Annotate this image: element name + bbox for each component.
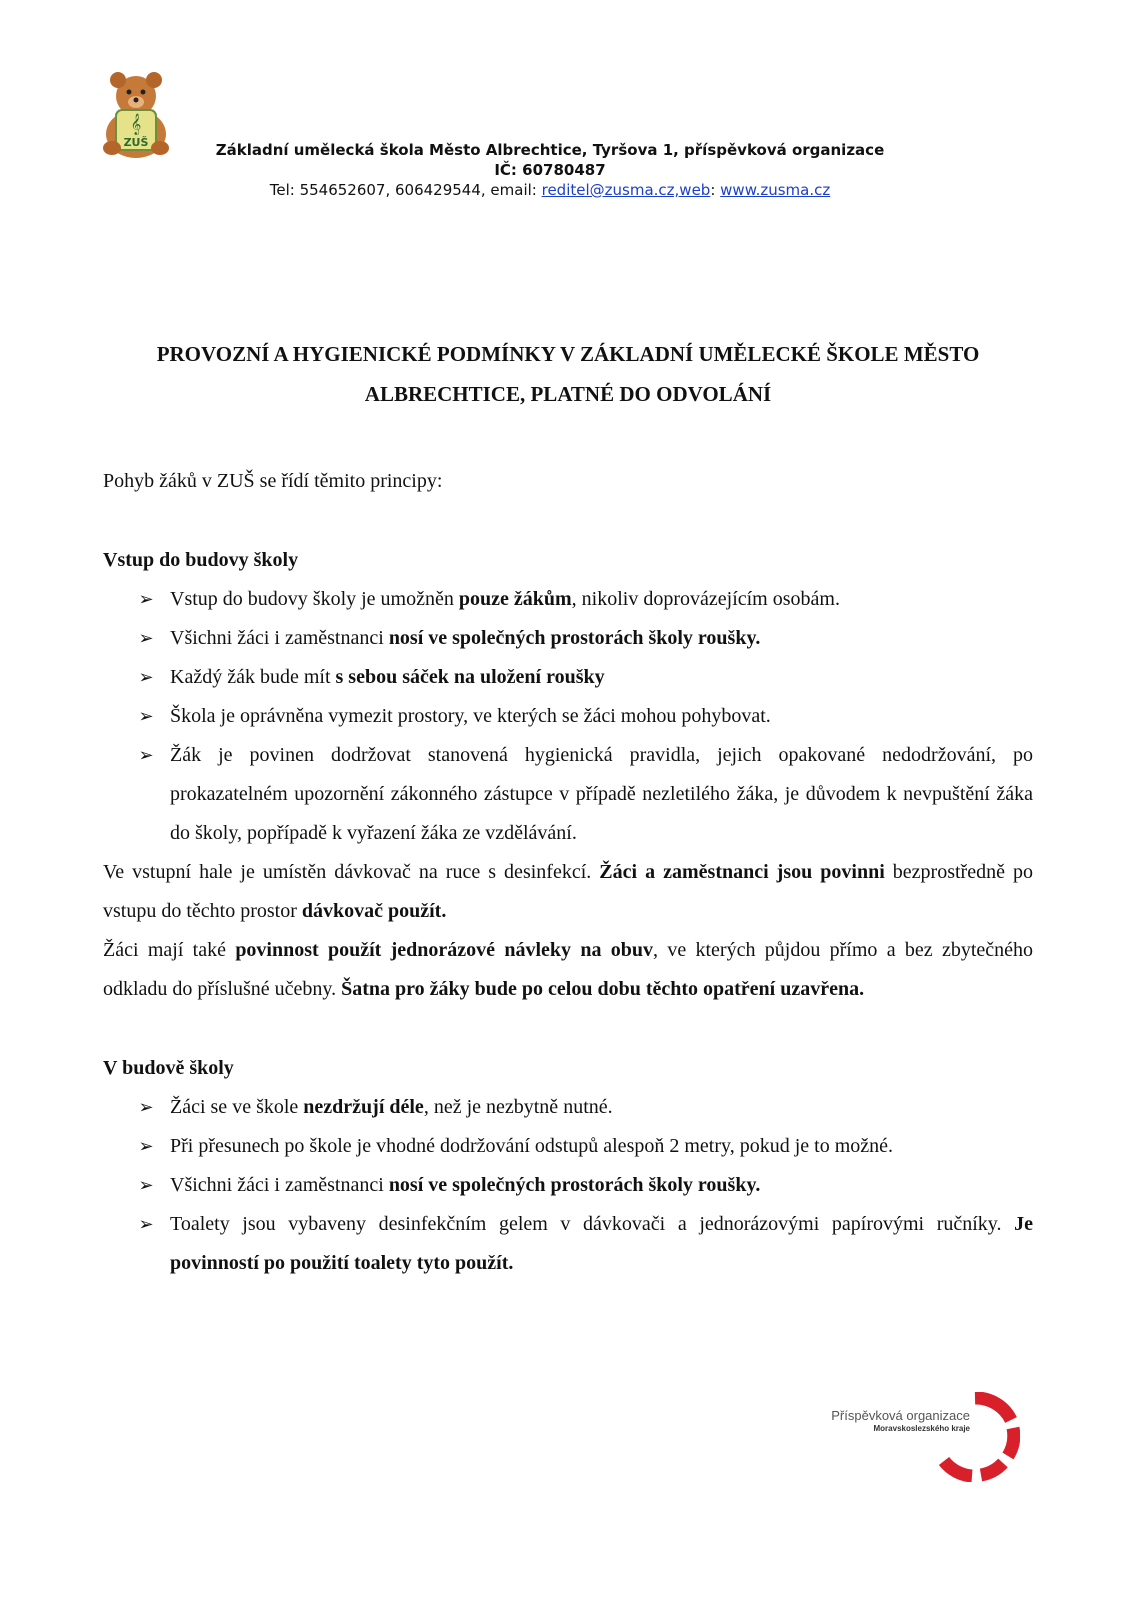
section-heading-inside: V budově školy xyxy=(103,1057,234,1079)
list-item: ➢ Vstup do budovy školy je umožněn pouze žákům, nikoliv doprovázejícím osobám. xyxy=(103,580,1033,619)
web-link[interactable]: www.zusma.cz xyxy=(720,181,831,199)
intro-text: Pohyb žáků v ZUŠ se řídí těmito principy: xyxy=(103,470,443,492)
svg-text:𝄞: 𝄞 xyxy=(130,114,142,135)
arrow-bullet-icon: ➢ xyxy=(138,1136,154,1156)
list-item: ➢ Žák je povinen dodržovat stanovená hygienická pravidla, jejich opakované nedodržování, po prokazatelném upozornění zákonného zástupce v případě nezletilého žáka, je důvodem k nevpuštění žáka do školy, popřípadě k vyřazení žáka ze vzdělávání. xyxy=(103,736,1033,853)
list-item: ➢ Žáci se ve škole nezdržují déle, než je nezbytně nutné. xyxy=(103,1088,1033,1127)
document-body xyxy=(103,462,1033,1283)
entry-rules-list xyxy=(103,580,1033,853)
red-ring-icon xyxy=(930,1392,1020,1482)
list-item: ➢ Škola je oprávněna vymezit prostory, ve kterých se žáci mohou pohybovat. xyxy=(103,697,1033,736)
list-item: ➢ Všichni žáci i zaměstnanci nosí ve společných prostorách školy roušky. xyxy=(103,619,1033,658)
arrow-bullet-icon: ➢ xyxy=(138,706,154,726)
arrow-bullet-icon: ➢ xyxy=(138,589,154,609)
arrow-bullet-icon: ➢ xyxy=(138,1097,154,1117)
disinfection-paragraph: Ve vstupní hale je umístěn dávkovač na ruce s desinfekcí. Žáci a zaměstnanci jsou povinni bezprostředně po vstupu do těchto prostor dávkovač použít. xyxy=(103,861,1033,922)
msk-organization-logo xyxy=(820,1392,1020,1482)
list-item: ➢ Každý žák bude mít s sebou sáček na uložení roušky xyxy=(103,658,1033,697)
list-item: ➢ Při přesunech po škole je vhodné dodržování odstupů alespoň 2 metry, pokud je to možné. xyxy=(103,1127,1033,1166)
school-contact: Tel: 554652607, 606429544, email: reditel@zusma.cz,web: www.zusma.cz xyxy=(269,181,831,199)
arrow-bullet-icon: ➢ xyxy=(138,1175,154,1195)
list-item: ➢ Všichni žáci i zaměstnanci nosí ve společných prostorách školy roušky. xyxy=(103,1166,1033,1205)
document-title: PROVOZNÍ A HYGIENICKÉ PODMÍNKY V ZÁKLADNÍ UMĚLECKÉ ŠKOLE MĚSTO ALBRECHTICE, PLATNÉ DO ODVOLÁNÍ xyxy=(156,342,980,406)
school-header xyxy=(180,140,920,200)
arrow-bullet-icon: ➢ xyxy=(138,667,154,687)
logo-line1: Příspěvková organizace xyxy=(831,1408,970,1423)
email-link[interactable]: reditel@zusma.cz,web xyxy=(541,181,711,199)
shoe-covers-paragraph: Žáci mají také povinnost použít jednorázové návleky na obuv, ve kterých půjdou přímo a bez zbytečného odkladu do příslušné učebny. Šatna pro žáky bude po celou dobu těchto opatření uzavřena. xyxy=(103,939,1034,1000)
arrow-bullet-icon: ➢ xyxy=(138,628,154,648)
list-item: ➢ Toalety jsou vybaveny desinfekčním gelem v dávkovači a jednorázovými papírovými ručníky. Je povinností po použití toalety tyto použít. xyxy=(103,1205,1033,1283)
school-name: Základní umělecká škola Město Albrechtice, Tyršova 1, příspěvková organizace xyxy=(215,141,885,159)
zus-bear-logo xyxy=(100,70,172,160)
logo-text: ZUŠ xyxy=(123,136,149,149)
inside-rules-list xyxy=(103,1088,1033,1283)
school-ico: IČ: 60780487 xyxy=(494,161,606,179)
logo-line2: Moravskoslezského kraje xyxy=(873,1424,970,1433)
arrow-bullet-icon: ➢ xyxy=(138,1214,154,1234)
arrow-bullet-icon: ➢ xyxy=(138,745,154,765)
section-heading-entry: Vstup do budovy školy xyxy=(103,549,299,571)
